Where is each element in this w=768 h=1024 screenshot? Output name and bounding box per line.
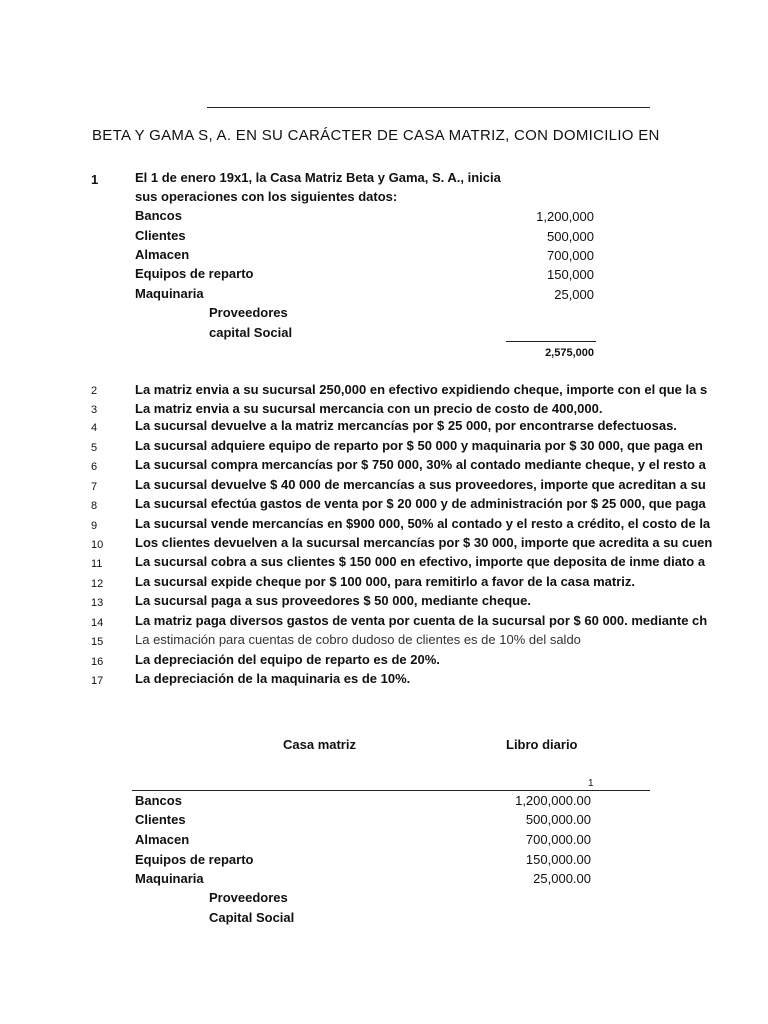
journal-left-title: Casa matriz	[283, 737, 356, 752]
journal-label-equipos: Equipos de reparto	[135, 852, 254, 867]
tx-number: 17	[91, 675, 104, 687]
section-number: 1	[91, 172, 99, 187]
item-label-maquinaria: Maquinaria	[135, 286, 204, 301]
intro-line-2: sus operaciones con los siguientes datos:	[135, 189, 398, 204]
tx-text: La sucursal vende mercancías en $900 000, 50% al contado y el resto a crédito, el costo de la	[135, 516, 711, 531]
journal-credit-capital: Capital Social	[209, 910, 295, 925]
item-label-clientes: Clientes	[135, 228, 186, 243]
tx-number: 12	[91, 578, 104, 590]
tx-number: 11	[91, 558, 103, 570]
journal-label-bancos: Bancos	[135, 793, 182, 808]
item-value-equipos: 150,000	[547, 267, 594, 282]
tx-text: La sucursal expide cheque por $ 100 000, para remitirlo a favor de la casa matriz.	[135, 574, 636, 589]
item-value-clientes: 500,000	[547, 229, 594, 244]
journal-right-title: Libro diario	[506, 737, 578, 752]
tx-number: 3	[91, 404, 98, 416]
tx-number: 14	[91, 617, 104, 629]
tx-number: 6	[91, 461, 98, 473]
tx-text: La depreciación de la maquinaria es de 10%.	[135, 671, 411, 686]
journal-value-clientes: 500,000.00	[525, 812, 591, 827]
item-value-bancos: 1,200,000	[536, 209, 594, 224]
credit-label-capital: capital Social	[209, 325, 293, 340]
tx-number: 5	[91, 442, 98, 454]
journal-credit-proveedores: Proveedores	[209, 890, 288, 905]
journal-label-almacen: Almacen	[135, 832, 190, 847]
tx-text: La matriz envia a su sucursal mercancia con un precio de costo de 400,000.	[135, 401, 603, 416]
journal-value-bancos: 1,200,000.00	[515, 793, 591, 808]
journal-value-equipos: 150,000.00	[525, 852, 591, 867]
tx-number: 2	[91, 385, 98, 397]
journal-label-maquinaria: Maquinaria	[135, 871, 204, 886]
tx-text: La sucursal devuelve a la matriz mercancías por $ 25 000, por encontrarse defectuosas.	[135, 418, 677, 433]
tx-number: 16	[91, 656, 104, 668]
top-rule	[207, 107, 650, 108]
tx-number: 9	[91, 520, 98, 532]
journal-entry-number: 1	[588, 778, 594, 789]
journal-rule	[132, 790, 650, 791]
journal-value-almacen: 700,000.00	[525, 832, 591, 847]
tx-text: La sucursal devuelve $ 40 000 de mercancías a sus proveedores, importe que acreditan a su	[135, 477, 706, 492]
item-label-equipos: Equipos de reparto	[135, 266, 254, 281]
tx-text: La depreciación del equipo de reparto es de 20%.	[135, 652, 440, 667]
journal-value-maquinaria: 25,000.00	[533, 871, 591, 886]
total-rule	[506, 341, 596, 342]
tx-number: 7	[91, 481, 98, 493]
tx-text: La matriz envia a su sucursal 250,000 en efectivo expidiendo cheque, importe con el que la s	[135, 382, 708, 397]
intro-line-1: El 1 de enero 19x1, la Casa Matriz Beta y Gama, S. A., inicia	[135, 170, 501, 185]
tx-text: La sucursal adquiere equipo de reparto por $ 50 000 y maquinaria por $ 30 000, que paga en	[135, 438, 703, 453]
page-heading: BETA Y GAMA S, A. EN SU CARÁCTER DE CASA MATRIZ, CON DOMICILIO EN	[92, 127, 660, 144]
item-label-bancos: Bancos	[135, 208, 182, 223]
tx-number: 4	[91, 422, 98, 434]
tx-number: 10	[91, 539, 104, 551]
tx-number: 13	[91, 597, 104, 609]
item-value-maquinaria: 25,000	[554, 287, 594, 302]
tx-text: La sucursal compra mercancías por $ 750 000, 30% al contado mediante cheque, y el resto a	[135, 457, 706, 472]
credit-label-proveedores: Proveedores	[209, 305, 288, 320]
item-value-almacen: 700,000	[547, 248, 594, 263]
tx-text: Los clientes devuelven a la sucursal mercancías por $ 30 000, importe que acredita a su cuen	[135, 535, 713, 550]
tx-number: 8	[91, 500, 98, 512]
tx-text: La sucursal paga a sus proveedores $ 50 000, mediante cheque.	[135, 593, 531, 608]
tx-text: La sucursal cobra a sus clientes $ 150 000 en efectivo, importe que deposita de inme diato a	[135, 554, 706, 569]
item-label-almacen: Almacen	[135, 247, 190, 262]
tx-number: 15	[91, 636, 104, 648]
tx-text: La sucursal efectúa gastos de venta por $ 20 000 y de administración por $ 25 000, que paga	[135, 496, 706, 511]
tx-text: La matriz paga diversos gastos de venta por cuenta de la sucursal por $ 60 000. mediante ch	[135, 613, 708, 628]
journal-label-clientes: Clientes	[135, 812, 186, 827]
section-total: 2,575,000	[545, 347, 594, 359]
tx-text: La estimación para cuentas de cobro dudoso de clientes es de 10% del saldo	[135, 632, 581, 647]
